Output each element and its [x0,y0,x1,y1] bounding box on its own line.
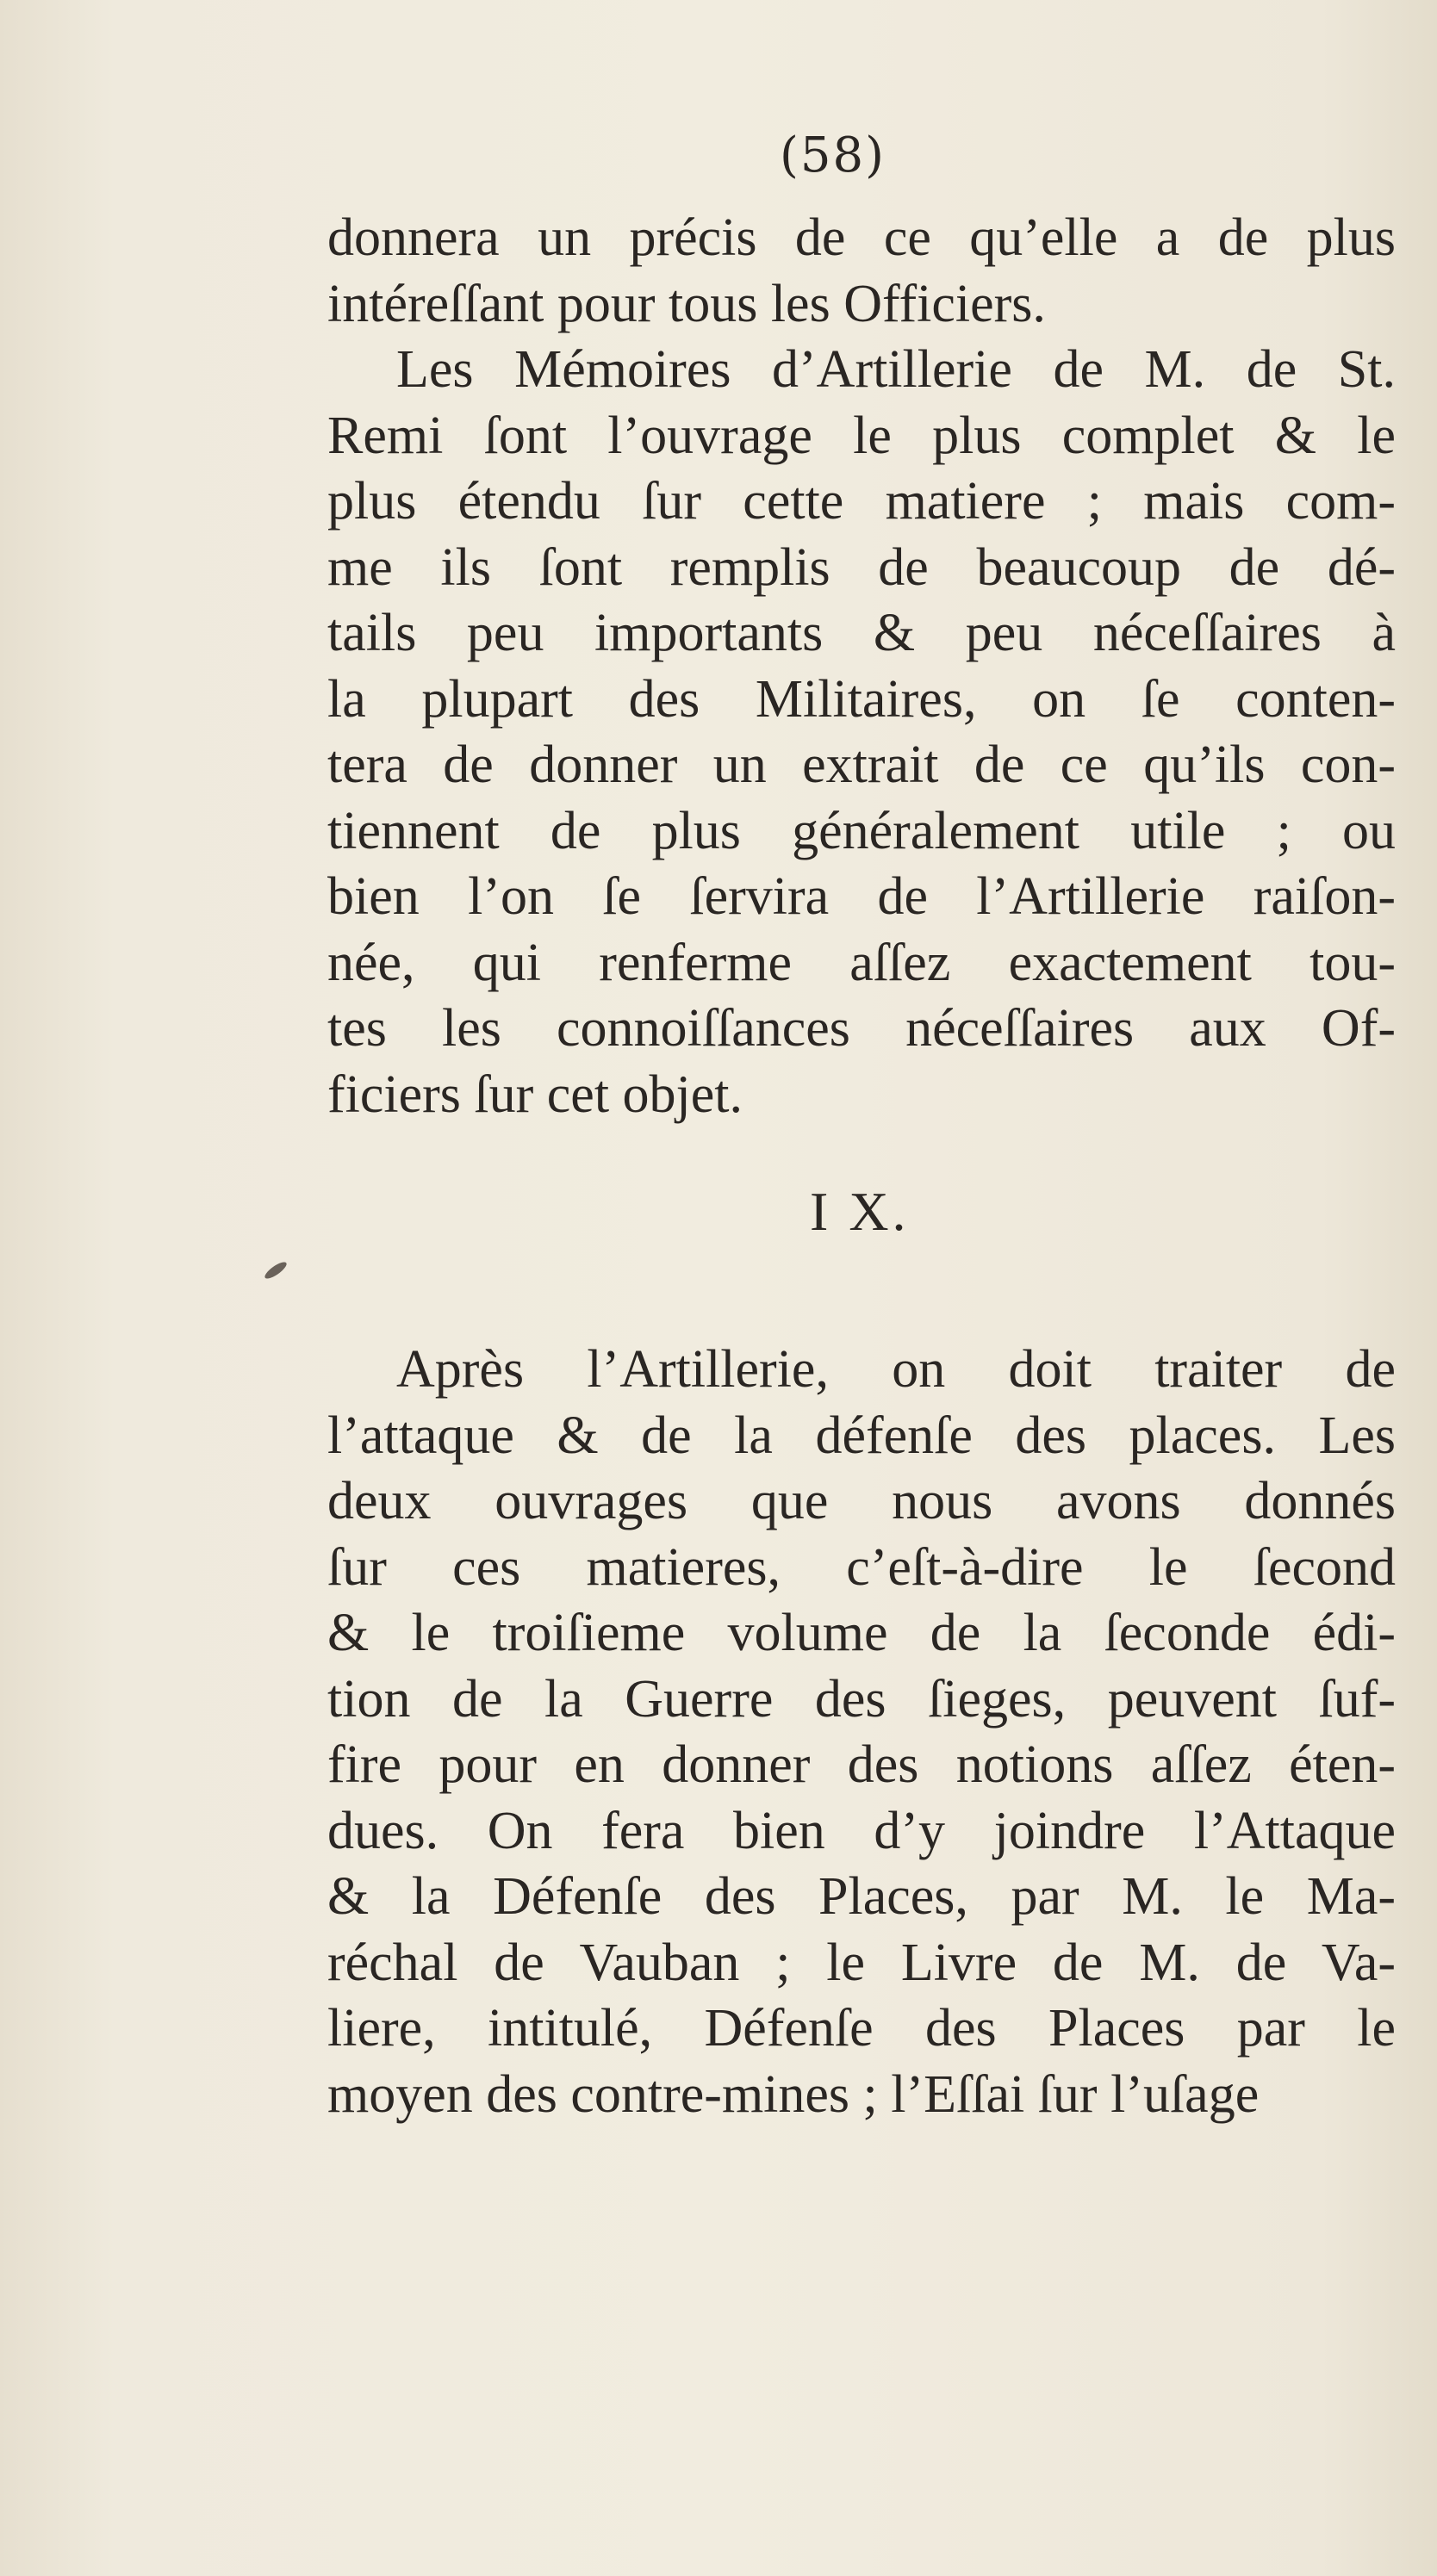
text-line: moyen des contre-mines ; l’Eſſai ſur l’uſage [327,2064,1260,2124]
section-heading: I X. [810,1181,910,1242]
text-line: fire pour en donner des notions aſſez éten- [327,1735,1396,1794]
ink-mark [263,1259,289,1281]
text-line: intéreſſant pour tous les Officiers. [327,274,1046,333]
text-line: Remi ſont l’ouvrage le plus complet & le [327,406,1396,465]
text-line: deux ouvrages que nous avons donnés [327,1472,1396,1530]
text-line: la plupart des Militaires, on ſe conten- [327,669,1396,729]
page-number: (58) [780,127,886,183]
text-line: ficiers ſur cet objet. [327,1065,743,1124]
text-line: & le troiſieme volume de la ſeconde édi- [327,1604,1396,1662]
text-line: donnera un précis de ce qu’elle a de plus [327,208,1396,267]
text-line: l’attaque & de la défenſe des places. Les [327,1406,1396,1465]
text-line: réchal de Vauban ; le Livre de M. de Va- [327,1933,1396,1992]
text-line: née, qui renferme aſſez exactement tou- [327,933,1396,992]
paragraph-sieges [327,1337,1396,2127]
text-line: dues. On fera bien d’y joindre l’Attaque [327,1801,1396,1860]
paragraph-artillery [327,205,1396,1127]
text-line: plus étendu ſur cette matiere ; mais com- [327,472,1396,531]
text-line: tes les connoiſſances néceſſaires aux Of- [327,999,1396,1058]
text-line: tera de donner un extrait de ce qu’ils con- [327,736,1396,794]
text-line: liere, intitulé, Défenſe des Places par le [327,1999,1396,2058]
text-line: tails peu importants & peu néceſſaires à [327,604,1396,662]
text-line: me ils ſont remplis de beaucoup de dé- [327,537,1396,597]
text-line: Les Mémoires d’Artillerie de M. de St. [396,340,1396,399]
text-line: tiennent de plus généralement utile ; ou [327,801,1396,860]
text-line: Après l’Artillerie, on doit traiter de [396,1340,1396,1399]
text-line: & la Défenſe des Places, par M. le Ma- [327,1867,1396,1926]
text-line: bien l’on ſe ſervira de l’Artillerie raiſon- [327,867,1396,926]
text-line: ſur ces matieres, c’eſt-à-dire le ſecond [327,1537,1396,1597]
text-line: tion de la Guerre des ſieges, peuvent ſuf- [327,1669,1396,1729]
